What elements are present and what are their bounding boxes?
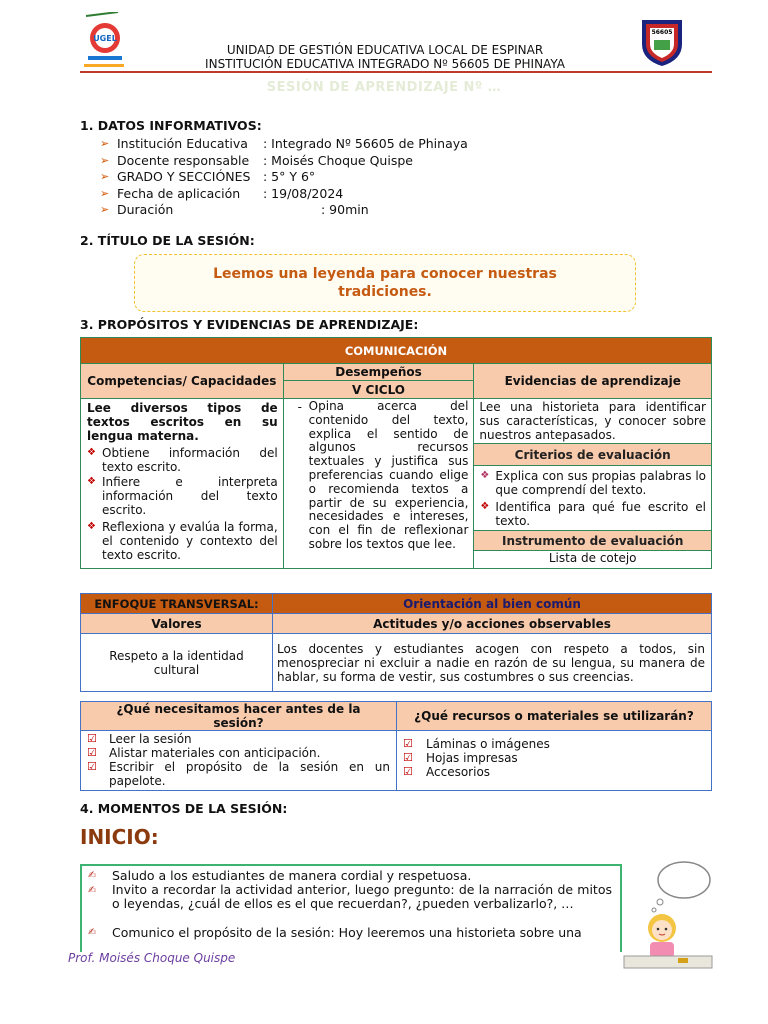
checkbox-icon: ☑ — [403, 765, 413, 778]
section-momentos-title: 4. MOMENTOS DE LA SESIÓN: — [80, 801, 288, 816]
ugel-logo — [78, 12, 128, 72]
section-propositos-title: 3. PROPÓSITOS Y EVIDENCIAS DE APRENDIZAJE: — [80, 317, 419, 332]
checkbox-icon: ☑ — [87, 760, 97, 773]
dash-bullet: - — [297, 400, 303, 414]
diamond-bullet-icon: ❖ — [87, 447, 96, 458]
criterios-cell — [474, 466, 712, 531]
col-competencias: Competencias/ Capacidades — [81, 364, 284, 399]
capacidad-item: ❖ Infiere e interpreta información del texto escrito. — [87, 475, 278, 517]
arrow-bullet-icon: ➢ — [100, 170, 110, 183]
diamond-bullet-icon: ❖ — [480, 501, 490, 512]
inicio-item: ✍ Invito a recordar la actividad anterior, luego pregunto: de la narración de mitos o leyendas, ¿cuál de ellos es el que recuerdan?, ¿pueden verbalizarlo?, … — [88, 882, 612, 911]
inicio-item: ✍ Saludo a los estudiantes de manera cordial y respetuosa. — [88, 868, 472, 883]
instrumento-header: Instrumento de evaluación — [474, 531, 712, 551]
evidencia-text: Lee una historieta para identificar sus características, y conocer sobre nuestros antepasados. — [479, 400, 706, 442]
valor-cell: Respeto a la identidad cultural — [81, 634, 273, 692]
enfoque-label: ENFOQUE TRANSVERSAL: — [81, 594, 273, 614]
header-line1: UNIDAD DE GESTIÓN EDUCATIVA LOCAL DE ESPINAR — [226, 43, 544, 57]
datos-value: : Moisés Choque Quispe — [263, 152, 413, 168]
antes-header: ¿Qué necesitamos hacer antes de la sesión? — [81, 702, 397, 731]
diamond-bullet-icon: ❖ — [480, 470, 490, 481]
datos-row — [100, 202, 468, 219]
arrow-bullet-icon: ➢ — [100, 186, 110, 200]
capacidad-item: ❖ Obtiene información del texto escrito. — [87, 446, 278, 474]
propositos-table — [80, 337, 712, 569]
section-datos-title: 1. DATOS INFORMATIVOS: — [80, 118, 262, 133]
antes-item: ☑ Alistar materiales con anticipación. — [87, 746, 321, 760]
pen-bullet-icon: ✍ — [88, 885, 97, 896]
col-valores: Valores — [81, 614, 273, 634]
recurso-item: ☑ Accesorios — [403, 765, 491, 779]
header-line2: INSTITUCIÓN EDUCATIVA INTEGRADO Nº 56605 DE PHINAYA — [205, 57, 565, 71]
pen-bullet-icon: ✍ — [88, 927, 97, 938]
recurso-item: ☑ Láminas o imágenes — [403, 737, 550, 751]
page-header — [0, 0, 768, 80]
inicio-item: ✍ Comunico el propósito de la sesión: Hoy leeremos una historieta sobre una — [88, 925, 582, 940]
datos-value: : Integrado Nº 56605 de Phinaya — [263, 136, 468, 151]
col-actitudes: Actitudes y/o acciones observables — [273, 614, 712, 634]
competencia-cell — [81, 399, 284, 569]
arrow-bullet-icon: ➢ — [100, 203, 110, 216]
arrow-bullet-icon: ➢ — [100, 137, 110, 150]
antes-item: ☑ Leer la sesión — [87, 732, 192, 746]
datos-key: Fecha de aplicación — [117, 185, 241, 201]
recursos-header: ¿Qué recursos o materiales se utilizarán? — [397, 702, 712, 731]
footer-author: Prof. Moisés Choque Quispe — [68, 951, 236, 965]
datos-key: Duración — [117, 202, 174, 217]
inicio-heading: INICIO: — [80, 825, 159, 849]
datos-row — [100, 186, 468, 203]
enfoque-table — [80, 593, 712, 692]
criterio-item: ❖ Identifica para qué fue escrito el texto. — [480, 500, 706, 528]
shield-logo-text: 56605 — [651, 29, 673, 36]
instrumento-value: Lista de cotejo — [474, 551, 712, 569]
inicio-box — [80, 864, 622, 952]
section-titulo-title: 2. TÍTULO DE LA SESIÓN: — [80, 233, 255, 248]
criterio-item: ❖ Explica con sus propias palabras lo que comprendí del texto. — [480, 469, 706, 497]
desempeno-item: - Opina acerca del contenido del texto, explica el sentido de algunos recursos textuales y justifica sus preferencias cuando elige o recomienda textos a partir de su experiencia, necesidades e intereses, con el fin de reflexionar sobre los textos que lee. — [297, 399, 469, 551]
header-text — [150, 43, 620, 71]
recursos-cell — [397, 731, 712, 791]
antes-cell — [81, 731, 397, 791]
preparacion-table — [80, 701, 712, 791]
col-evidencias: Evidencias de aprendizaje — [474, 364, 712, 399]
session-title: SESIÓN DE APRENDIZAJE Nº … — [266, 80, 502, 95]
desempeno-cell — [283, 399, 474, 569]
datos-list — [100, 136, 468, 219]
checkbox-icon: ☑ — [87, 746, 97, 759]
datos-value: : 90min — [321, 202, 369, 217]
recurso-item: ☑ Hojas impresas — [403, 751, 518, 765]
capacidad-item: ❖ Reflexiona y evalúa la forma, el contenido y contexto del texto escrito. — [87, 520, 278, 562]
checkbox-icon: ☑ — [403, 737, 413, 750]
competencia-text: Lee diversos tipos de textos escritos en su lengua materna. — [87, 401, 278, 443]
diamond-bullet-icon: ❖ — [87, 476, 96, 487]
header-divider — [80, 71, 712, 73]
arrow-bullet-icon: ➢ — [100, 153, 110, 167]
criterios-header: Criterios de evaluación — [474, 444, 712, 466]
datos-key: Institución Educativa — [117, 136, 248, 151]
checkbox-icon: ☑ — [87, 732, 97, 745]
actitud-cell: Los docentes y estudiantes acogen con respeto a todos, sin menospreciar ni excluir a nadie en razón de su lengua, su manera de hablar, su forma de vestir, sus costumbres o sus creencias. — [273, 634, 712, 692]
antes-item: ☑ Escribir el propósito de la sesión en un papelote. — [87, 760, 390, 788]
col-desempenos: Desempeños — [283, 364, 474, 381]
thinking-girl-illustration — [622, 858, 714, 972]
datos-value: : 19/08/2024 — [263, 185, 344, 201]
session-title-box: Leemos una leyenda para conocer nuestras tradiciones. — [134, 254, 636, 312]
evidencia-cell — [474, 399, 712, 444]
datos-value: : 5° Y 6° — [263, 169, 316, 184]
datos-row — [100, 136, 468, 153]
checkbox-icon: ☑ — [403, 751, 413, 764]
datos-key: Docente responsable — [117, 152, 250, 168]
ugel-logo-text: UGEL — [93, 34, 117, 43]
ciclo-label: V CICLO — [283, 381, 474, 399]
school-shield-logo — [638, 16, 686, 68]
pen-bullet-icon: ✍ — [88, 870, 97, 881]
datos-row — [100, 153, 468, 170]
enfoque-name: Orientación al bien común — [273, 594, 712, 614]
datos-row — [100, 169, 468, 186]
area-header: COMUNICACIÓN — [81, 338, 712, 364]
diamond-bullet-icon: ❖ — [87, 521, 96, 532]
datos-key: GRADO Y SECCIÓNES — [117, 169, 251, 184]
